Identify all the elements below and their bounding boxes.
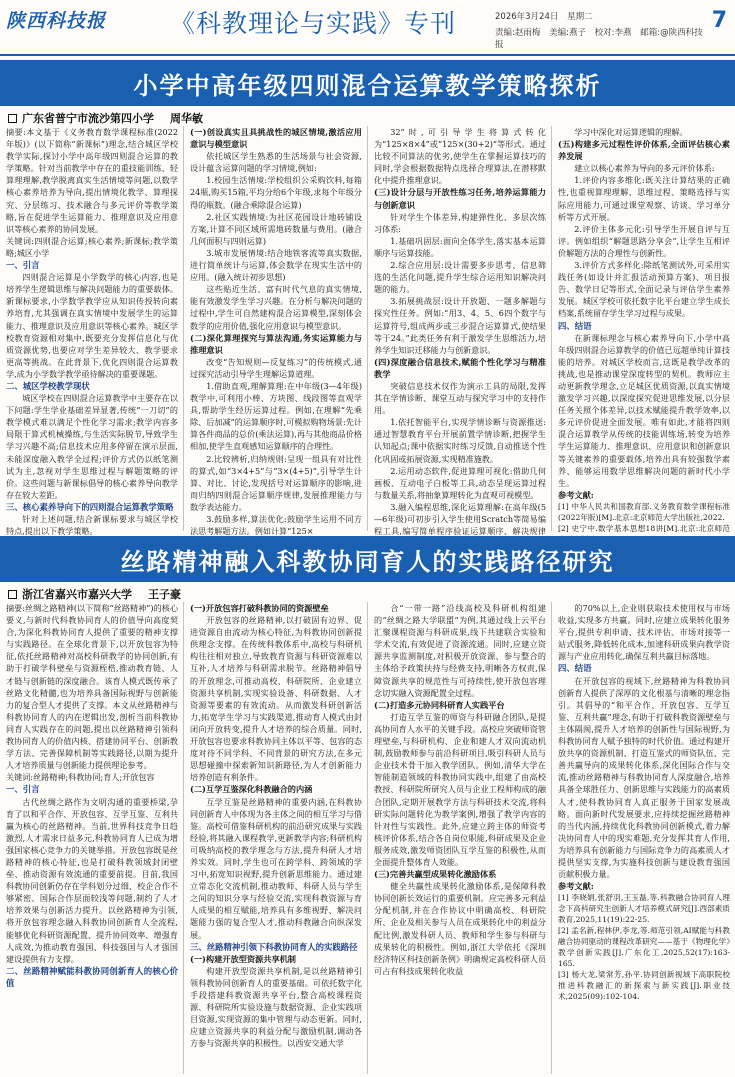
article1-title: 小学中高年级四则混合运算教学策略探析 bbox=[133, 71, 602, 100]
article2-column bbox=[558, 602, 730, 1074]
body-paragraph: 2.比较辨析,归纳规则:呈现一组具有对比性的算式,如“3×4+5”与“3×(4+5)”,引导学生计算、对比、讨论,发现括号对运算顺序的影响,进而归纳四则混合运算顺序规律,发展推理能力与数学表达能力。 bbox=[190, 453, 362, 512]
article2-title: 丝路精神融入科教协同育人的实践路径研究 bbox=[120, 547, 615, 576]
body-paragraph: 在新课标理念与核心素养导向下,小学中高年级四则混合运算教学的价值已远超单纯计算技能的培养。对城区学校而言,这既是教学改革的挑战,也是推动课堂深度转型的契机。教师应主动更新教学理念,立足城区优质资源,以真实情境激发学习兴趣,以深度探究促进思维发展,以分层任务关照个体差异,以技术赋能提升教学效率,以多元评价促进全面发展。唯有如此,才能将四则混合运算教学从传统的技能训练场,转变为培养学生运算能力、推理意识、应用意识和创新意识等关键素养的重要载体,培养出具有较强数学素养、能够运用数学思维解决问题的新时代小学生。 bbox=[558, 332, 730, 488]
subsection-heading: (一)开放包容打破科教协同的资源壁垒 bbox=[190, 603, 329, 613]
body-paragraph: 2.运用动态软件,促进算理可视化:借助几何画板、互动电子白板等工具,动态呈现运算过程与数量关系,将抽象算理转化为直观可视模型。 bbox=[374, 465, 546, 500]
body-paragraph: 3.鼓励多样,算法优化:鼓励学生运用不同方法思考解题方法。例如计算“125× bbox=[190, 514, 362, 537]
section-heading: 一、引言 bbox=[6, 260, 40, 271]
body-paragraph: 1.依托智能平台,实现学情诊断与资源推送:通过智慧教育平台开展前置学情诊断,把握学生认知起点;课中依据实时练习反馈,自动推送个性化巩固或拓展资源,实现精准施教。 bbox=[374, 417, 546, 464]
body-paragraph: 突破信息技术仅作为演示工具的局限,发挥其在学情诊断、课堂互动与探究学习中的支持作用。 bbox=[374, 380, 546, 416]
page-number: 7 bbox=[711, 8, 727, 33]
section-heading: 一、引言 bbox=[6, 784, 40, 795]
subsection-heading: (二)互学互鉴深化科教融合的内涵 bbox=[190, 784, 313, 795]
body-paragraph: 针对学生个体差异,构建弹性化、多层次练习体系: bbox=[374, 211, 546, 234]
subsection-heading: (三)设计分层与开放性练习任务,培养运算能力与创新意识 bbox=[374, 187, 546, 210]
email: 邮箱:@陕西科技报 bbox=[495, 28, 703, 50]
issue-weekday: 星期二 bbox=[567, 12, 593, 22]
section-heading: 四、结语 bbox=[558, 663, 592, 674]
body-paragraph: 1.基础巩固层:面向全体学生,落实基本运算顺序与运算技能。 bbox=[374, 235, 546, 258]
reference-item: [1] 李晓娟,张舒羽,王玉磊,等.科教融合协同育人理念下高科研究生创新人才培养模式研究[J].西部素质教育,2025,11(19):22-25. bbox=[558, 893, 730, 925]
body-paragraph: 3.融入编程思维,深化运算理解:在高年级(5—6年级)可初步引入学生使用Scratch等简易编程工具,编写简单程序验证运算顺序、解决规律 bbox=[374, 501, 546, 537]
article1-column bbox=[190, 126, 368, 537]
body-paragraph: 学习中深化对运算逻辑的理解。 bbox=[574, 127, 688, 137]
body-paragraph: 2.综合应用层:设计需要多步思考、信息筛选的生活化问题,提升学生综合运用知识解决问题的能力。 bbox=[374, 260, 546, 295]
subsection-heading: 参考文献: bbox=[558, 489, 594, 500]
section-heading: 三、丝路精神引领下科教协同育人的实践路径 bbox=[190, 941, 358, 952]
body-paragraph: 1.校园生活情境:学校组织公采购饮料,每箱24瓶,购买15箱,平均分给6个年级,求每个年级分得的瓶数。(融合乘除混合运算) bbox=[190, 175, 362, 210]
body-paragraph: 3.城市发展情境:结合地铁客流等真实数据,进行简单统计与运算,体会数学在现实生活中的应用。(融入统计初步思想) bbox=[190, 247, 362, 283]
article1-column bbox=[374, 126, 552, 537]
article1-column bbox=[6, 126, 184, 537]
article2-title-banner bbox=[0, 536, 735, 582]
issue-date-line bbox=[495, 10, 705, 22]
article1-author: 周华敏 bbox=[170, 112, 203, 125]
body-paragraph: 城区学校在四则混合运算教学中主要存在以下问题:学生学业基础差异显著,传统“一刀切”的教学模式难以满足个性化学习需求;教学内容多局限于算式机械操练,与生活实际脱节,导致学生学习兴趣不高;信息技术应用多停留在演示层面,未能深度融入教学全过程;评价方式仍以纸笔测试为主,忽视对学生思维过程与解题策略的评价。这些问题与新课标倡导的核心素养导向教学存在较大差距。 bbox=[6, 393, 178, 500]
body-paragraph: 互学互鉴是丝路精神的重要内涵,在科教协同创新育人中体现为各主体之间的相互学习与借鉴。高校可借鉴科研机构的前沿研究成果与实践经验,将其融入课程教学,更新教学内容;科研机构可吸纳高校的教学理念与方法,提升科研人才培养实效。同时,学生也可在跨学科、跨领域的学习中,拓宽知识视野,提升创新思维能力。通过建立常态化交流机制,推动教师、科研人员与学生之间的知识分享与经验交流,实现科教资源与育人成果的相互赋能,培养具有多维视野、解决问题能力强的复合型人才,推动科教融合向纵深发展。 bbox=[190, 796, 362, 940]
body-paragraph: 这些贴近生活、富有时代气息的真实情境,能有效激发学生学习兴趣。在分析与解决问题的过程中,学生可自然建构混合运算模型,深刻体会数学的应用价值,强化应用意识与模型意识。 bbox=[190, 284, 362, 331]
checkbox-square-icon bbox=[8, 590, 17, 599]
body-paragraph: 古代丝绸之路作为文明沟通的重要桥梁,孕育了以和平合作、开放包容、互学互鉴、互利共赢为核心的丝路精神。当前,世界科技竞争日趋激烈,人才需求日益多元,科教协同育人已成为增强国家核心竞争力的关键举措。开放包容既是丝路精神的核心特征,也是打破科教领域封闭壁垒、推动资源有效流通的重要前提。目前,我国科教协同创新仍存在学科划分过细、校企合作不够紧密、国际合作层面较浅等问题,制约了人才培养效果与创新活力提升。以丝路精神为引领,将开放包容理念融入科教协同创新育人全流程,能够优化科研资源配置、提升协同效率、增强育人成效,为推动教育强国、科技强国与人才强国建设提供有力支撑。 bbox=[6, 796, 178, 964]
body-paragraph: 四则混合运算是小学数学的核心内容,也是培养学生逻辑思维与解决问题能力的重要载体。新课标要求,小学数学教学应从知识传授转向素养培育,尤其强调在真实情境中发展学生的运算能力、推理意识及应用意识等核心素养。城区学校教育资源相对集中,既要充分发挥信息化与优质资源优势,也要应对学生差异较大、教学要求更高等挑战。在此背景下,优化四则混合运算教学,成为小学数学教学亟待解决的重要课题。 bbox=[6, 272, 178, 379]
subsection-heading: (五)构建多元过程性评价体系,全面评估核心素养发展 bbox=[558, 139, 730, 162]
body-paragraph: 建立以核心素养为导向的多元评价体系: bbox=[574, 163, 715, 174]
reference-item: [1] 中华人民共和国教育部.义务教育数学课程标准(2022年版)[M].北京:北京师范大学出版社,2022. bbox=[558, 501, 730, 522]
body-paragraph: 3.拓展挑战层:设计开放题、一题多解题与探究性任务。例如:“用3、4、5、6四个数字与运算符号,组成两步或三步混合运算算式,使结果等于24。”此类任务有利于激发学生思维活力,培养学生知识迁移能力与创新意识。 bbox=[374, 296, 546, 355]
article1-body bbox=[6, 126, 730, 537]
article2-column bbox=[6, 602, 184, 1074]
subsection-heading: (一)创设真实且具挑战性的城区情境,激活应用意识与模型意识 bbox=[190, 127, 362, 150]
article1-byline bbox=[8, 110, 203, 126]
reference-item: [2] 史宁中.数学基本思想18讲[M].北京:北京师范 bbox=[558, 523, 730, 533]
article1-column bbox=[558, 126, 730, 531]
proofreader: 校对:李燕 bbox=[594, 28, 632, 38]
body-paragraph: 针对上述问题,结合新课标要求与城区学校特点,提出以下教学策略。 bbox=[6, 514, 178, 537]
body-paragraph: 健全共赢性成果转化激励体系,是保障科教协同创新长效运行的重要机制。应完善多元利益分配机制,并在合作协议中明确高校、科研院所、企业及相关参与人员在成果转化中的利益分配比例,激发科研人员、教师和学生参与科研与成果转化的积极性。例如,浙江大学依托《深圳经济特区科技创新条例》明确规定高校科研人员可占有科技成果转化收益 bbox=[374, 881, 546, 976]
section-heading: 四、结语 bbox=[558, 320, 592, 331]
abstract-paragraph: 关键词:四则混合运算;核心素养;新课标;教学策略;城区小学 bbox=[6, 235, 178, 258]
art-editor: 美编:燕子 bbox=[549, 28, 586, 38]
checkbox-square-icon bbox=[8, 114, 17, 123]
subsection-heading: 参考文献: bbox=[558, 881, 594, 892]
abstract-paragraph: 摘要:丝绸之路精神(以下简称“丝路精神”)的核心要义,与新时代科教协同育人的价值导向高度契合,为深化科教协同育人提供了重要的精神支撑与实践路径。在全球化背景下,以开放包容为特征,依托丝路精神对高校科研教学的协同创新,有助于打破学科壁垒与资源桎梏,推动教育链、人才链与创新链的深度融合。该育人模式既传承了丝路文化精髓,也为培养具备国际视野与创新能力的复合型人才提供了支撑。本文从丝路精神与科教协同育人的内在逻辑出发,剖析当前科教协同育人实践存在的问题,提出以丝路精神引领科教协同育人的价值内核、搭建协同平台、创新教学方法、完善保障机制等实践路径,以期为提升人才培养质量与创新能力提供理论参考。 bbox=[6, 603, 178, 771]
article2-byline bbox=[8, 586, 181, 602]
article1-title-banner bbox=[0, 60, 735, 106]
staff-line bbox=[495, 26, 705, 50]
section-heading: 二、丝路精神赋能科教协同创新育人的核心价值 bbox=[6, 965, 178, 988]
article2-author: 王子豪 bbox=[148, 588, 181, 601]
section-heading: 二、城区学校教学现状 bbox=[6, 380, 90, 391]
subsection-heading: (一)构建开放型资源共享机制 bbox=[190, 953, 296, 964]
section-heading: 三、核心素养导向下的四则混合运算教学策略 bbox=[6, 501, 174, 512]
masthead bbox=[0, 0, 735, 58]
abstract-paragraph: 关键词:丝路精神;科教协同;育人;开放包容 bbox=[6, 772, 155, 783]
article2-body bbox=[6, 602, 730, 1074]
body-paragraph: 1.评价内容多维化:既关注计算结果的正确性,也重视算理理解、思维过程、策略选择与实际应用能力,可通过课堂观察、访谈、学习单分析等方式开展。 bbox=[558, 175, 730, 222]
subsection-heading: (四)深度融合信息技术,赋能个性化学习与精准教学 bbox=[374, 356, 546, 379]
body-paragraph: 3.评价方式多样化:除纸笔测试外,可采用实践任务(如设计并汇报活动预算方案)、项目报告、数学日记等形式,全面记录与评估学生素养发展。城区学校可依托数字化平台建立学生成长档案,系统留存学生学习过程与成果。 bbox=[558, 260, 730, 319]
body-paragraph: 合“一带一路”沿线高校及科研机构组建的“丝绸之路大学联盟”为例,其通过线上云平台汇聚课程资源与科研成果,线下共建联合实验和学术交流,有效促进了资源流通。同时,应建立资源共享监测制度,对积极开放资源、参与整合的主体给予政策扶持与经费支持,明晰各方权责,保障资源共享的规范性与可持续性,使开放包容理念切实融入资源配置全过程。 bbox=[374, 603, 546, 698]
editor: 责编:赵雨梅 bbox=[495, 28, 541, 38]
body-paragraph: 32”时,可引导学生将算式转化为“125×8×4”或“125×(30+2)”等形式。通过比较不同算法的优劣,使学生在掌握运算技巧的同时,学会根据数据特点选择合理算法,在潜移默化中提升推理意识。 bbox=[374, 127, 546, 186]
body-paragraph: 2.社区实践情境:为社区花园设计地砖铺设方案,计算不同区域所需地砖数量与费用。(融合几何面积与四则运算) bbox=[190, 211, 362, 246]
body-paragraph: 的70%以上,企业则获取技术使用权与市场收益,实现多方共赢。同时,应建立成果转化服务平台,提供专利申请、技术评估、市场对接等一站式服务,降低转化成本,加速科研成果向教学资源与产业应用转化,确保互利共赢目标落地。 bbox=[558, 603, 730, 662]
issue-date: 2026年3月24日 bbox=[495, 12, 559, 22]
body-paragraph: 开放包容的丝路精神,以打破固有边界、促进资源自由流动为核心特征,为科教协同创新提供理念支撑。在传统科教体系中,高校与科研机构往往相对独立,导致教育资源与科研资源难以互补,人才培养与科研需求脱节。丝路精神倡导的开放理念,可推动高校、科研院所、企业建立资源共享机制,实现实验设备、科研数据、人才资源等要素的有效流动。从而激发科研创新活力,拓宽学生学习与实践渠道,推动育人模式由封闭向开放转变,提升人才培养的综合质量。同时,开放包容也要求科教协同主体以平等、包容的态度对待不同学科、不同背景的研究方法,在多元思想碰撞中探索新知识新路径,为人才创新能力培养创造有利条件。 bbox=[190, 615, 362, 783]
subsection-heading: (二)深化算理探究与算法沟通,务实运算能力与推理意识 bbox=[190, 332, 362, 355]
article2-affiliation: 浙江省嘉兴市嘉兴大学 bbox=[22, 588, 132, 601]
article2-column bbox=[190, 602, 368, 1074]
body-paragraph: 在开放包容的视域下,丝路精神为科教协同创新育人提供了深厚的文化根基与清晰的理念指引。其倡导的“和平合作、开放包容、互学互鉴、互利共赢”理念,有助于打破科教资源壁垒与主体隔阂,提升人才培养的创新性与国际视野,为科教协同育人赋予独特的时代价值。通过构建开放共享的资源机制、打造互鉴式的师资队伍、完善共赢导向的成果转化体系,深化国际合作与交流,推动丝路精神与科教协同育人深度融合,培养具备全球胜任力、创新思维与实践能力的高素质人才,使科教协同育人真正服务于国家发展战略。面向新时代发展要求,应持续挖掘丝路精神的当代内涵,持续优化科教协同创新模式,着力解决协同育人中的现实难题,充分发挥其育人作用,为培养具有创新能力与国际竞争力的高素质人才提供坚实支撑,为实施科技创新与建设教育强国贡献积极力量。 bbox=[558, 675, 730, 880]
newspaper-logo: 陕西科技报 bbox=[6, 10, 107, 32]
article1-affiliation: 广东省普宁市流沙第四小学 bbox=[22, 112, 154, 125]
subsection-heading: (二)打造多元协同科研育人实践平台 bbox=[374, 699, 505, 710]
body-paragraph: 依托城区学生熟悉的生活场景与社会资源,设计蕴含运算问题的学习情境,例如: bbox=[190, 151, 362, 174]
masthead-info bbox=[495, 10, 705, 50]
reference-item: [2] 孟名新,程林伊,李龙,等.师范引领,AI赋能与科教融合协同驱动的课程改革研究——基于《物理化学》教学创新实践[J].广东化工,2025,52(17):163-165. bbox=[558, 926, 730, 969]
body-paragraph: 2.评价主体多元化:引导学生开展自评与互评。例如组织“解题思路分享会”,让学生互相评价解题方法的合理性与创新性。 bbox=[558, 223, 730, 258]
body-paragraph: 构建开放型资源共享机制,是以丝路精神引领科教协同创新育人的重要基础。可依托数字化手段搭建科教资源共享平台,整合高校课程资源、科研院所实验设施与数据资源、企业实践项目资源,实现资源的集中管理与动态更新。同时,应建立资源共享的利益分配与激励机制,调动各方参与资源共享的积极性。以西安交通大学 bbox=[190, 965, 362, 1049]
subsection-heading: (三)完善共赢型成果转化激励体系 bbox=[374, 869, 497, 880]
article2-column bbox=[374, 602, 552, 1074]
body-paragraph: 改变“告知规则—反复练习”的传统模式,通过探究活动引导学生理解运算道理。 bbox=[190, 356, 362, 379]
masthead-rule bbox=[0, 54, 735, 56]
reference-item: [3] 杨大龙,梁常芳,孙平.协同创新视域下高职院校推进科教融汇的新探索与新实践[J].职业技术,2025(09):102-104. bbox=[558, 970, 730, 1002]
column-title: 《科教理论与实践》专刊 bbox=[170, 9, 457, 38]
body-paragraph: 打造互学互鉴的师资与科研融合团队,是提高协同育人水平的关键手段。高校应突破师资管理壁垒,与科研机构、企业和建人才双向流动机制,鼓励教师参与前沿科研项目,吸引科研人员与企业技术骨干加入教学团队。例如,清华大学在智能制造领域的科教协同实践中,组建了由高校教授、科研院所研究人员与企业工程师构成的融合团队,定期开展教学方法与科研技术交流,将科研实际问题转化为教学案例,增强了教学内容的针对性与实践性。此外,应建立跨主体的师资考核评价体系,结合各自岗位职能,科研成果及企业服务成效,激发师资团队互学互鉴的积极性,从而全面提升整体育人效能。 bbox=[374, 711, 546, 867]
body-paragraph: 1.借助直观,理解算理:在中年级(3—4年级)教学中,可利用小棒、方块图、线段图等直观学具,帮助学生经历运算过程。例如,在理解“先乘除、后加减”的运算顺序时,可模拟购物场景:先计算各件商品的总价(乘法运算),再与其他商品价格相加,使学生直观感知运算顺序的合理性。 bbox=[190, 380, 362, 452]
abstract-paragraph: 摘要:本文基于《义务教育数学课程标准(2022年版)》(以下简称“新课标”)理念,结合城区学校教学实际,探讨小学中高年级四则混合运算的教学策略。针对当前教学中存在的重技能训练、轻算理理解,教学脱离真实生活情境等问题,以数学核心素养培养为导向,提出情境化教学、算理探究、分层练习、技术融合与多元评价等教学策略,旨在促进学生运算能力、推理意识及应用意识等核心素养的协同发展。 bbox=[6, 127, 178, 234]
